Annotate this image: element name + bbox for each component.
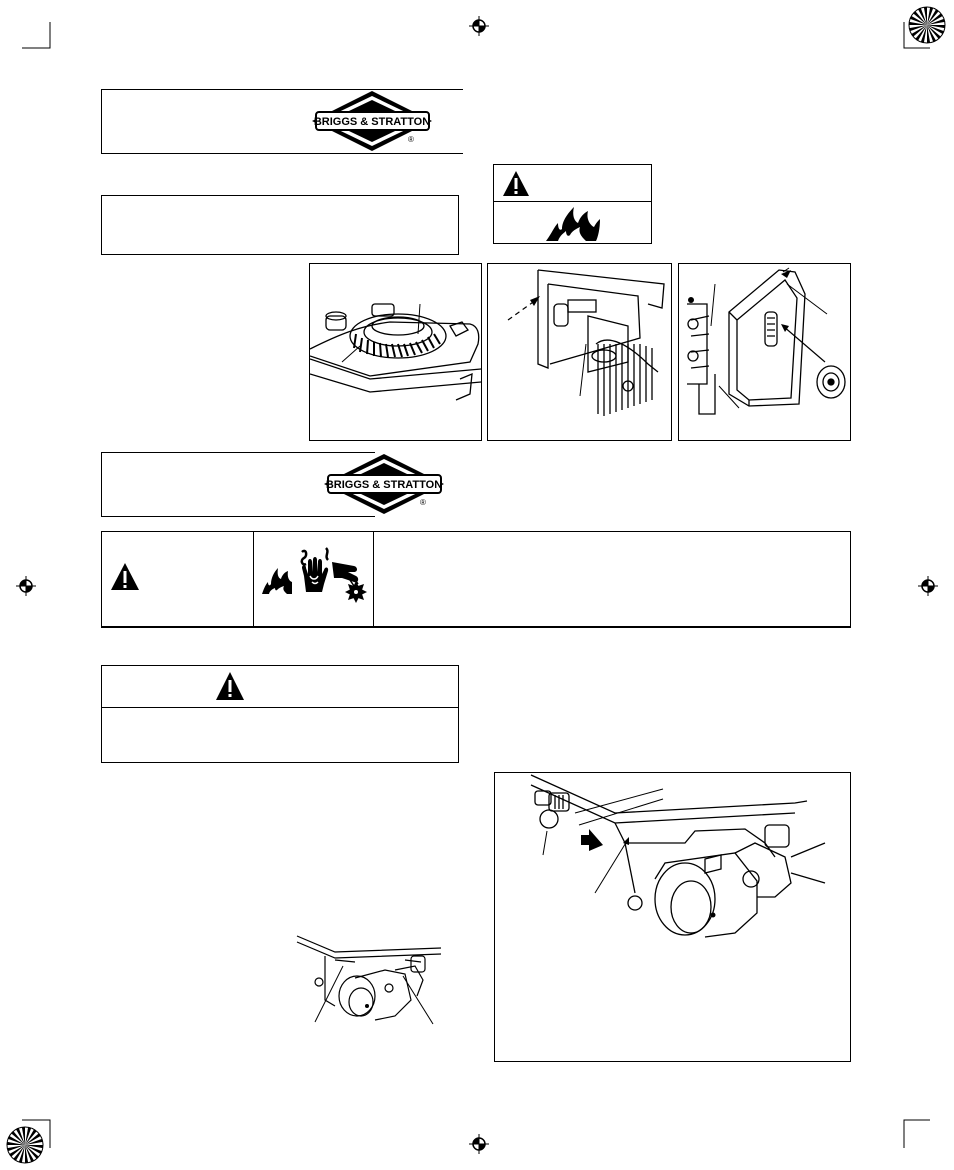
figure-carburetor-large — [494, 772, 851, 1062]
wheel-wedge — [913, 11, 927, 25]
fire-icon — [260, 562, 294, 596]
registration-crosshair-icon — [918, 576, 938, 596]
color-registration-wheel-icon — [908, 6, 946, 44]
registration-crosshair-icon — [469, 16, 489, 36]
svg-text:®: ® — [420, 498, 426, 507]
carburetor-illustration — [495, 773, 850, 1061]
notice-box — [101, 195, 459, 255]
hot-surface-hand-icon — [296, 546, 334, 594]
svg-text:BRIGGS & STRATTON: BRIGGS & STRATTON — [325, 479, 443, 491]
crop-mark-top-left — [22, 22, 50, 48]
registration-crosshair-icon — [469, 1134, 489, 1154]
warning-triangle-icon — [502, 170, 530, 197]
wheel-wedge — [11, 1131, 25, 1145]
warning-triangle-icon — [110, 562, 140, 591]
warning-triangle-icon — [215, 671, 245, 701]
moving-parts-hand-icon — [330, 556, 370, 604]
wheel-wedge — [25, 1145, 39, 1159]
brand-logo — [322, 452, 447, 517]
recoil-starter-illustration — [310, 264, 481, 440]
wheel-wedge — [927, 25, 941, 39]
registration-crosshair-icon — [16, 576, 36, 596]
figure-recoil-starter — [309, 263, 482, 441]
color-registration-wheel-icon — [6, 1126, 44, 1164]
warning-bar — [101, 531, 851, 628]
brand-logo — [310, 89, 435, 154]
muffler-illustration — [679, 264, 850, 440]
figure-muffler — [678, 263, 851, 441]
svg-text:®: ® — [408, 135, 414, 144]
figure-control-panel — [487, 263, 672, 441]
warning-fire-box — [493, 164, 652, 244]
control-panel-illustration — [488, 264, 671, 440]
fire-icon — [544, 205, 602, 243]
warning-box — [101, 665, 459, 763]
crop-mark-bottom-right — [904, 1120, 930, 1148]
figure-carburetor-small — [295, 930, 445, 1040]
svg-text:BRIGGS & STRATTON: BRIGGS & STRATTON — [313, 116, 431, 128]
